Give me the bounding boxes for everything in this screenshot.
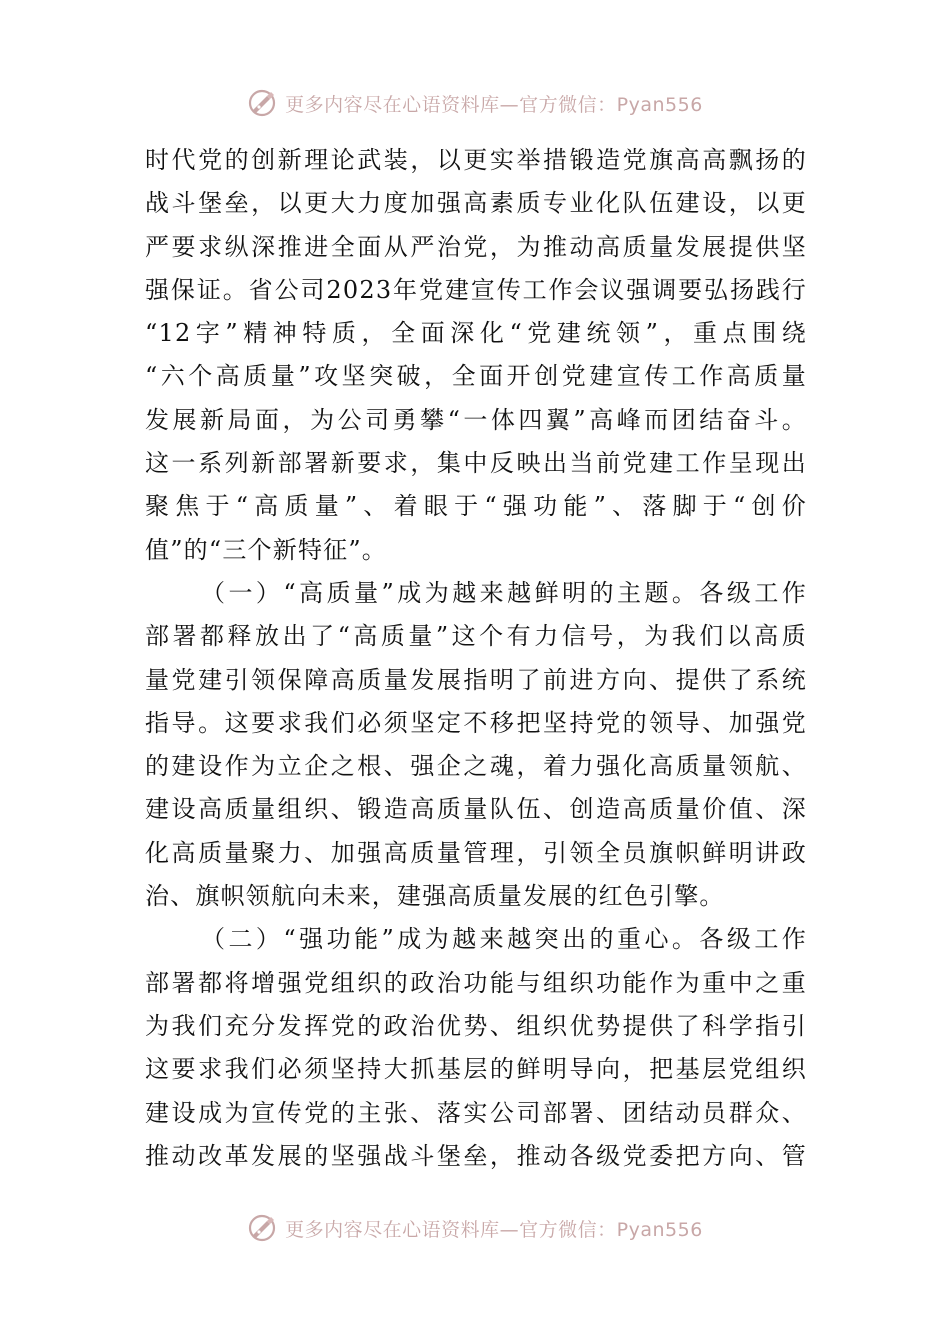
text-line: 强保证。省公司2023年党建宣传工作会议强调要弘扬践行 xyxy=(145,275,807,304)
text-line: 化高质量聚力、加强高质量管理，引领全员旗帜鲜明讲政 xyxy=(145,838,807,867)
text-line: 严要求纵深推进全面从严治党，为推动高质量发展提供坚 xyxy=(145,232,807,261)
text-line: “12字”精神特质，全面深化“党建统领”，重点围绕 xyxy=(145,319,807,348)
paragraph-section-one xyxy=(145,572,807,918)
footer-watermark xyxy=(0,1208,950,1248)
text-line: 的建设作为立企之根、强企之魂，着力强化高质量领航、 xyxy=(145,752,807,781)
text-line: 指导。这要求我们必须坚定不移把坚持党的领导、加强党 xyxy=(145,708,807,737)
text-line: 时代党的创新理论武装，以更实举措锻造党旗高高飘扬的 xyxy=(145,146,807,174)
text-line: 值”的“三个新特征”。 xyxy=(145,535,388,564)
pen-nib-icon xyxy=(247,1213,277,1243)
text-line: 聚焦于“高质量”、着眼于“强功能”、落脚于“创价 xyxy=(145,492,807,521)
text-line: 部署都将增强党组织的政治功能与组织功能作为重中之重 xyxy=(145,968,807,997)
text-line: 建设成为宣传党的主张、落实公司部署、团结动员群众、 xyxy=(145,1098,807,1127)
text-line: 推动改革发展的坚强战斗堡垒，推动各级党委把方向、管 xyxy=(145,1141,807,1170)
paragraph-section-two xyxy=(145,918,807,1178)
header-watermark xyxy=(0,83,950,123)
text-line: 为我们充分发挥党的政治优势、组织优势提供了科学指引 xyxy=(145,1011,807,1040)
watermark-text: 更多内容尽在心语资料库—官方微信：Pyan556 xyxy=(285,93,703,116)
text-line: 这一系列新部署新要求，集中反映出当前党建工作呈现出 xyxy=(145,449,807,478)
text-line: 战斗堡垒，以更大力度加强高素质专业化队伍建设，以更 xyxy=(145,189,807,218)
section-heading-line: （二）“强功能”成为越来越突出的重心。各级工作 xyxy=(201,925,807,954)
text-line: 建设高质量组织、锻造高质量队伍、创造高质量价值、深 xyxy=(145,795,807,824)
text-line: “六个高质量”攻坚突破，全面开创党建宣传工作高质量 xyxy=(145,362,807,391)
section-heading-line: （一）“高质量”成为越来越鲜明的主题。各级工作 xyxy=(201,578,807,607)
document-body xyxy=(145,139,807,1178)
pen-nib-icon xyxy=(247,88,277,118)
text-line: 量党建引领保障高质量发展指明了前进方向、提供了系统 xyxy=(145,665,807,694)
paragraph-intro xyxy=(145,139,807,572)
text-line: 发展新局面，为公司勇攀“一体四翼”高峰而团结奋斗。 xyxy=(145,405,807,434)
text-line: 治、旗帜领航向未来，建强高质量发展的红色引擎。 xyxy=(145,882,725,911)
text-line: 部署都释放出了“高质量”这个有力信号，为我们以高质 xyxy=(145,622,807,651)
text-line: 这要求我们必须坚持大抓基层的鲜明导向，把基层党组织 xyxy=(145,1055,807,1084)
watermark-text: 更多内容尽在心语资料库—官方微信：Pyan556 xyxy=(285,1218,703,1241)
